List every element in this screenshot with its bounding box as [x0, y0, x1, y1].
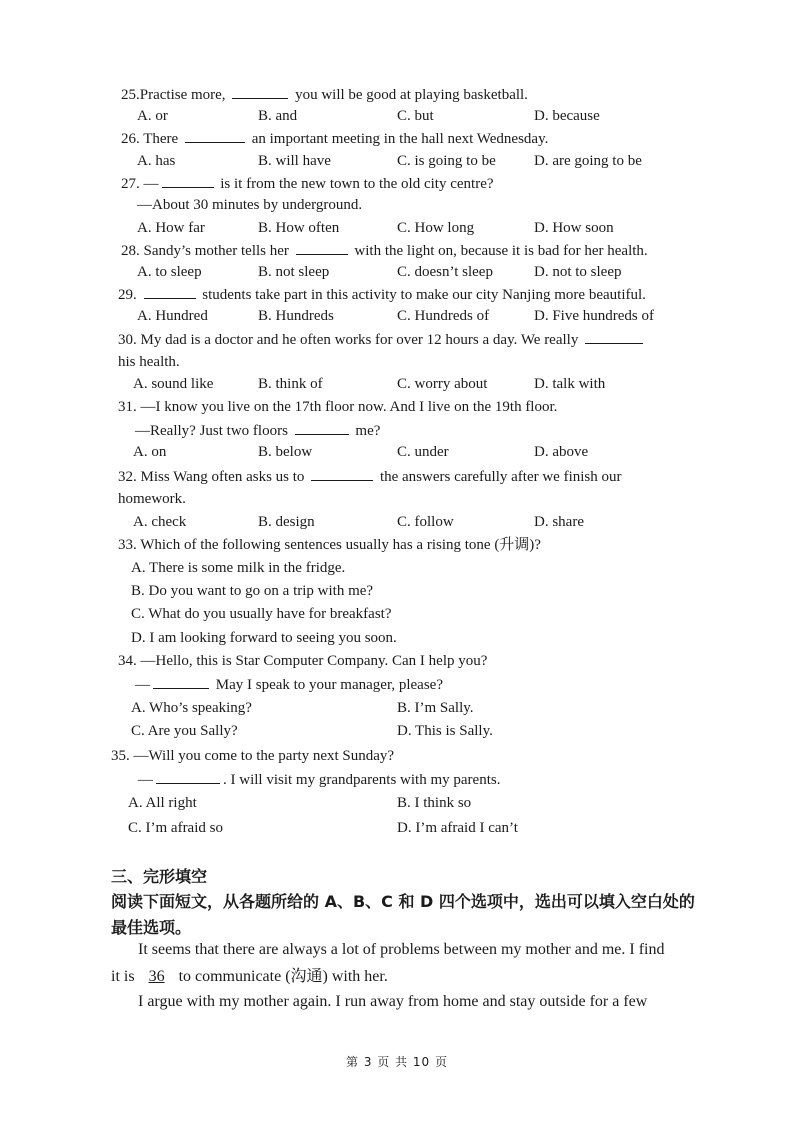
option-c: C. Are you Sally?: [131, 723, 238, 739]
option-a: A. How far: [137, 220, 205, 236]
question-30-stem: 30. My dad is a doctor and he often works for over 12 hours a day. We really: [118, 329, 646, 350]
option-a: A. Who’s speaking?: [131, 700, 252, 716]
passage-line: I argue with my mother again. I run away from home and stay outside for a few: [138, 993, 648, 1010]
option-d: D. above: [534, 444, 589, 460]
dialogue-response: —Really? Just two floors me?: [135, 420, 380, 441]
option-d: D. How soon: [534, 220, 614, 236]
dialogue-response: —About 30 minutes by underground.: [137, 197, 363, 213]
option-a: A. or: [137, 108, 168, 124]
option-a: A. sound like: [133, 376, 214, 392]
question-30-stem-cont: his health.: [118, 354, 180, 370]
answer-blank: [296, 240, 348, 255]
option-d: D. talk with: [534, 376, 606, 392]
option-b: B. think of: [258, 376, 323, 392]
option-c: C. under: [397, 444, 449, 460]
option-b: B. Hundreds: [258, 308, 334, 324]
option-c: C. but: [397, 108, 434, 124]
option-d: D. This is Sally.: [397, 723, 493, 739]
option-b: B. below: [258, 444, 313, 460]
answer-blank: [185, 128, 245, 143]
option-d: D. are going to be: [534, 153, 642, 169]
option-b: B. How often: [258, 220, 340, 236]
option-c: C. I’m afraid so: [128, 820, 223, 836]
option-b: B. Do you want to go on a trip with me?: [131, 583, 374, 599]
option-a: A. There is some milk in the fridge.: [131, 560, 346, 576]
option-d: D. not to sleep: [534, 264, 622, 280]
option-a: A. All right: [128, 795, 197, 811]
answer-blank: [144, 284, 196, 299]
option-d: D. share: [534, 514, 584, 530]
section-title: 三、完形填空: [111, 867, 208, 886]
question-26-stem: 26. There an important meeting in the hall next Wednesday.: [121, 128, 548, 149]
option-c: C. worry about: [397, 376, 488, 392]
dialogue-response: — May I speak to your manager, please?: [135, 674, 443, 695]
question-34-stem: 34. —Hello, this is Star Computer Company. Can I help you?: [118, 653, 488, 669]
question-29-stem: 29. students take part in this activity to make our city Nanjing more beautiful.: [118, 284, 646, 305]
answer-blank: [585, 329, 643, 344]
question-32-stem: 32. Miss Wang often asks us to the answers carefully after we finish our: [118, 466, 622, 487]
answer-blank: [162, 173, 214, 188]
answer-blank: [295, 420, 349, 435]
option-c: C. How long: [397, 220, 475, 236]
option-a: A. on: [133, 444, 167, 460]
question-27-stem: 27. — is it from the new town to the old city centre?: [121, 173, 494, 194]
option-b: B. will have: [258, 153, 331, 169]
answer-blank: [311, 466, 373, 481]
option-a: A. to sleep: [137, 264, 202, 280]
option-c: C. is going to be: [397, 153, 496, 169]
option-b: B. not sleep: [258, 264, 330, 280]
page-footer: 第 3 页 共 10 页: [346, 1055, 448, 1069]
option-b: B. I’m Sally.: [397, 700, 474, 716]
option-c: C. follow: [397, 514, 454, 530]
option-a: A. check: [133, 514, 187, 530]
question-25-stem: 25.Practise more, you will be good at playing basketball.: [121, 84, 528, 105]
option-b: B. design: [258, 514, 315, 530]
passage-line: it is 36 to communicate (沟通) with her.: [111, 968, 388, 985]
cloze-blank-36: 36: [148, 968, 165, 985]
option-a: A. Hundred: [137, 308, 208, 324]
option-a: A. has: [137, 153, 176, 169]
passage-line: It seems that there are always a lot of problems between my mother and me. I find: [138, 941, 665, 958]
option-d: D. I’m afraid I can’t: [397, 820, 518, 836]
option-c: C. doesn’t sleep: [397, 264, 493, 280]
option-b: B. I think so: [397, 795, 472, 811]
option-d: D. I am looking forward to seeing you soon.: [131, 630, 397, 646]
answer-blank: [156, 769, 220, 784]
option-c: C. Hundreds of: [397, 308, 490, 324]
dialogue-response: — . I will visit my grandparents with my parents.: [138, 769, 500, 790]
answer-blank: [153, 674, 209, 689]
section-instruction: 阅读下面短文，从各题所给的 A、B、C 和 D 四个选项中，选出可以填入空白处的最佳选项。: [111, 892, 695, 937]
answer-blank: [232, 84, 288, 99]
question-32-stem-cont: homework.: [118, 491, 186, 507]
question-31-stem: 31. —I know you live on the 17th floor now. And I live on the 19th floor.: [118, 399, 558, 415]
option-b: B. and: [258, 108, 298, 124]
question-28-stem: 28. Sandy’s mother tells her with the light on, because it is bad for her health.: [121, 240, 648, 261]
option-d: D. Five hundreds of: [534, 308, 654, 324]
option-d: D. because: [534, 108, 600, 124]
question-35-stem: 35. —Will you come to the party next Sunday?: [111, 748, 395, 764]
option-c: C. What do you usually have for breakfast?: [131, 606, 392, 622]
question-33-stem: 33. Which of the following sentences usually has a rising tone (升调)?: [118, 537, 541, 553]
